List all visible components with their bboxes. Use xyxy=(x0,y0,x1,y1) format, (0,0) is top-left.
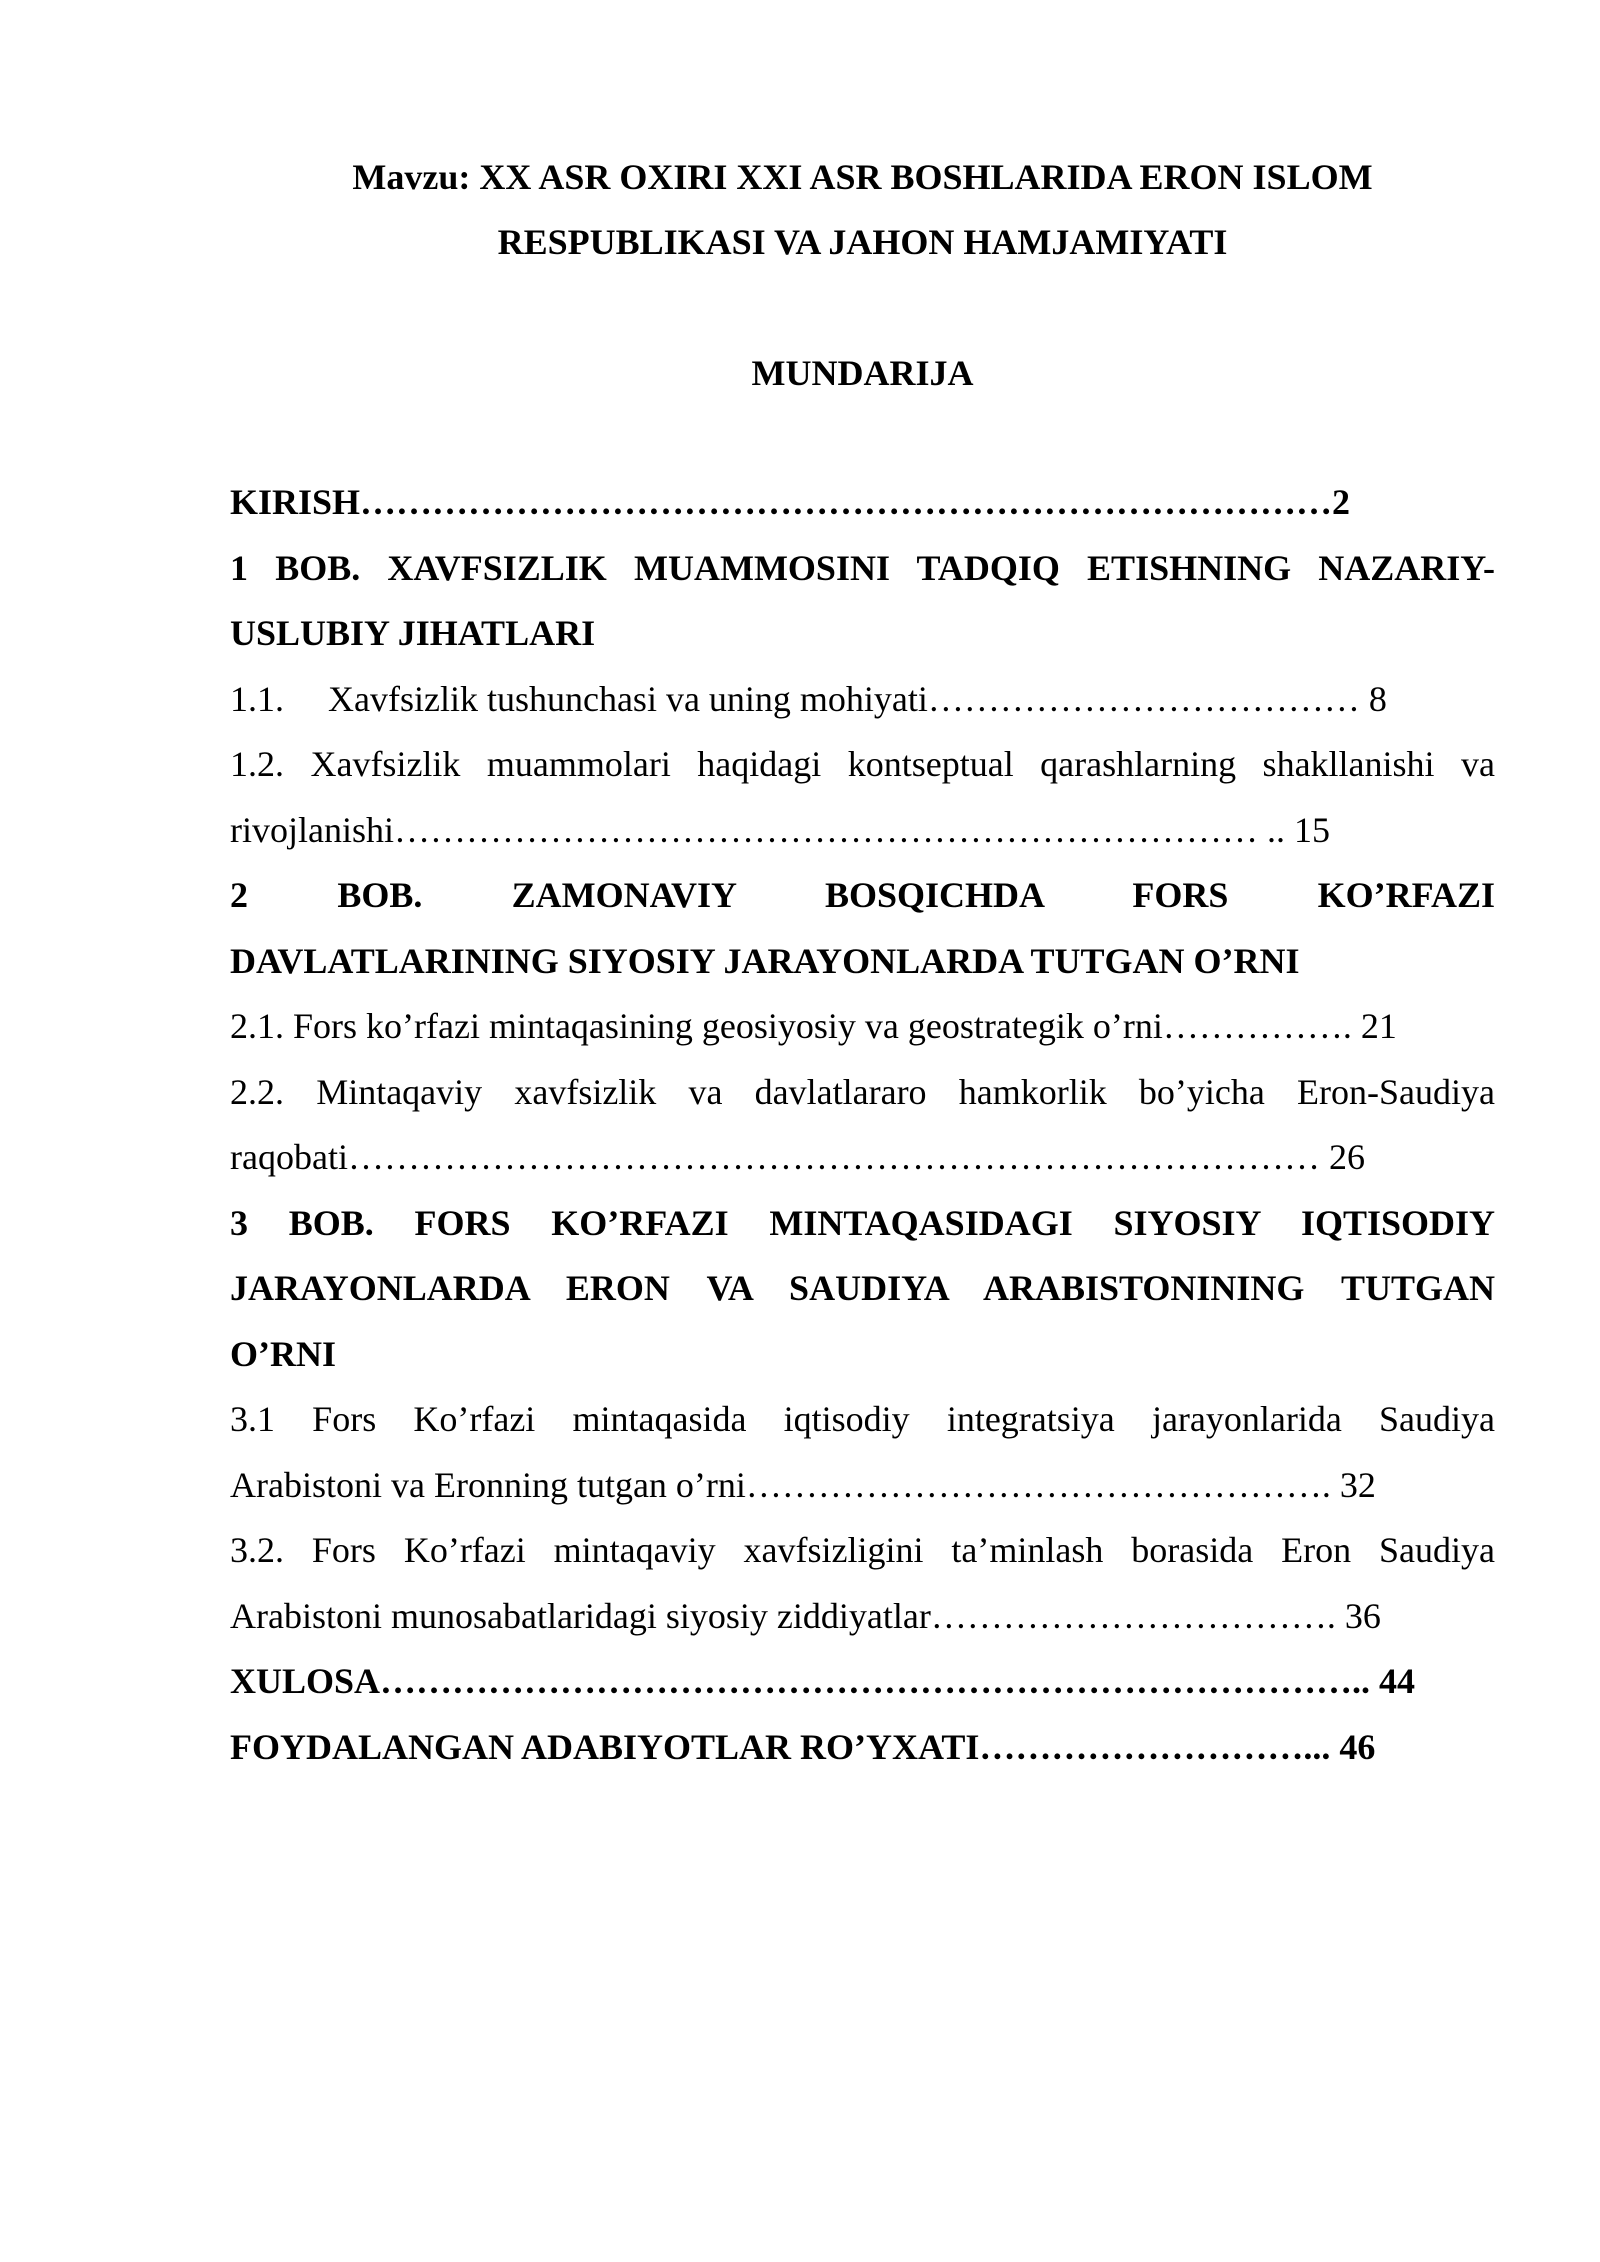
toc-section-1-1-text: Xavfsizlik tushunchasi va uning mohiyati……………………………… 8 xyxy=(328,678,1387,719)
toc-chapter-2-line-1: 2 BOB. ZAMONAVIY BOSQICHDA FORS KO’RFAZI xyxy=(230,875,1495,915)
toc-chapter-3-line-1: 3 BOB. FORS KO’RFAZI MINTAQASIDAGI SIYOSIY IQTISODIY xyxy=(230,1202,1495,1243)
toc-section-3-2-line-1: 3.2. Fors Ko’rfazi mintaqaviy xavfsizligini ta’minlash borasida Eron Saudiya xyxy=(230,1530,1495,1570)
toc-entry-xulosa: XULOSA……………………………………………………………………….. 44 xyxy=(230,1661,1416,1701)
toc-section-2-2-line-1: 2.2. Mintaqaviy xavfsizlik va davlatlararo hamkorlik bo’yicha Eron-Saudiya xyxy=(230,1071,1495,1112)
toc-section-2-1: 2.1. Fors ko’rfazi mintaqasining geosiyosiy va geostrategik o’rni……………. 21 xyxy=(230,1006,1397,1046)
toc-section-3-1-line-2: Arabistoni va Eronning tutgan o’rni…………………………………………. 32 xyxy=(230,1464,1376,1505)
toc-section-3-1-line-1: 3.1 Fors Ko’rfazi mintaqasida iqtisodiy integratsiya jarayonlarida Saudiya xyxy=(230,1399,1495,1439)
toc-chapter-3-line-2: JARAYONLARDA ERON VA SAUDIYA ARABISTONINING TUTGAN xyxy=(230,1268,1495,1308)
document-title-line-2: RESPUBLIKASI VA JAHON HAMJAMIYATI xyxy=(497,222,1228,262)
toc-chapter-1-line-2: USLUBIY JIHATLARI xyxy=(230,613,596,653)
toc-chapter-1-line-1: 1 BOB. XAVFSIZLIK MUAMMOSINI TADQIQ ETISHNING NAZARIY- xyxy=(230,547,1495,588)
toc-section-2-2-line-2: raqobati……………………………………………………………………… 26 xyxy=(230,1137,1365,1177)
document-title-line-1: Mavzu: XX ASR OXIRI XXI ASR BOSHLARIDA ERON ISLOM xyxy=(352,157,1373,197)
toc-section-1-1 xyxy=(230,667,1495,733)
toc-section-1-2-line-1: 1.2. Xavfsizlik muammolari haqidagi kontseptual qarashlarning shakllanishi va xyxy=(230,744,1495,784)
toc-section-1-1-number: 1.1. xyxy=(230,678,284,719)
toc-section-3-2-line-2: Arabistoni munosabatlaridagi siyosiy ziddiyatlar……………………………. 36 xyxy=(230,1595,1381,1636)
toc-entry-adabiyotlar: FOYDALANGAN ADABIYOTLAR RO’YXATI………………………... 46 xyxy=(230,1726,1376,1767)
toc-chapter-2-line-2: DAVLATLARINING SIYOSIY JARAYONLARDA TUTGAN O’RNI xyxy=(230,940,1300,981)
toc-section-1-2-line-2: rivojlanishi……………………………………………………………… .. 15 xyxy=(230,809,1330,850)
toc-chapter-3-line-3: O’RNI xyxy=(230,1333,336,1374)
table-of-contents xyxy=(230,470,1495,1780)
toc-entry-kirish: KIRISH………………………………………………………………………2 xyxy=(230,482,1351,522)
toc-heading: MUNDARIJA xyxy=(751,353,974,393)
